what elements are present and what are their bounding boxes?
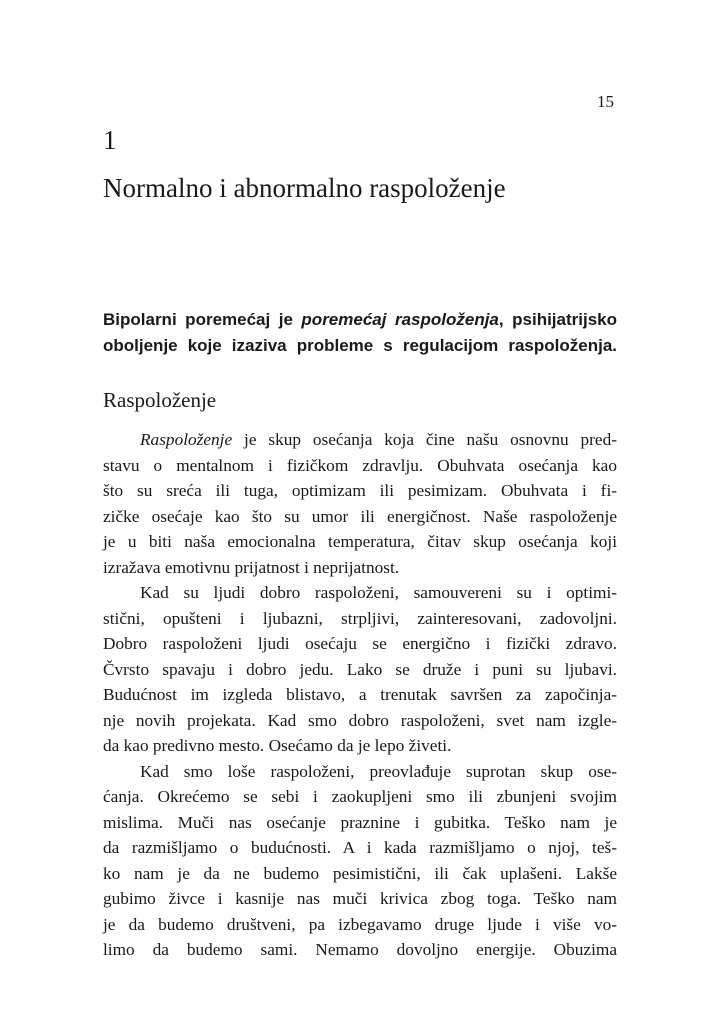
paragraph-3-line: limo da budemo sami. Nemamo dovoljno energije. Obuzima (103, 940, 617, 959)
paragraph-1-line: što su sreća ili tuga, optimizam ili pesimizam. Obuhvata i fi- (103, 481, 617, 500)
body-text (103, 427, 617, 963)
lead-paragraph (103, 307, 617, 359)
paragraph-1-line (103, 427, 617, 453)
paragraph-1-text: je skup osećanja koja čine našu osnovnu pred- (232, 430, 617, 449)
paragraph-2-line: Budućnost im izgleda blistavo, a trenutak savršen za započinja- (103, 685, 617, 704)
paragraph-2-line: stični, opušteni i ljubazni, strpljivi, zainteresovani, zadovoljni. (103, 608, 617, 628)
lead-text: Bipolarni poremećaj je (103, 310, 302, 329)
lead-text-continued: , psihijatrijsko (498, 310, 618, 329)
paragraph-3-line: ćanja. Okrećemo se sebi i zaokupljeni smo ili zbunjeni svojim (103, 787, 617, 806)
lead-emphasis: poremećaj raspoloženja (301, 310, 499, 329)
paragraph-1-line: je u biti naša emocionalna temperatura, čitav skup osećanja koji (103, 532, 617, 551)
chapter-number: 1 (103, 125, 117, 155)
paragraph-2-line: Čvrsto spavaju i dobro jedu. Lako se druže i puni su ljubavi. (103, 659, 617, 679)
paragraph-1-line: stavu o mentalnom i fizičkom zdravlju. Obuhvata osećanja kao (103, 455, 617, 475)
paragraph-2-line: Dobro raspoloženi ljudi osećaju se energično i fizički zdravo. (103, 634, 617, 653)
paragraph-2-line: da kao predivno mesto. Osećamo da je lepo živeti. (103, 736, 452, 755)
paragraph-1-line: izražava emotivnu prijatnost i neprijatnost. (103, 557, 400, 577)
chapter-title: Normalno i abnormalno raspoloženje (103, 173, 506, 203)
paragraph-3-line: je da budemo društveni, pa izbegavamo druge ljude i više vo- (103, 914, 617, 934)
paragraph-3-line: mislima. Muči nas osećanje praznine i gubitka. Teško nam je (103, 812, 617, 832)
paragraph-3-line: gubimo živce i kasnije nas muči krivica zbog toga. Teško nam (103, 889, 617, 908)
paragraph-2-line: Kad su ljudi dobro raspoloženi, samouvereni su i optimi- (140, 583, 617, 602)
page-number: 15 (597, 92, 614, 111)
lead-line-1 (103, 307, 617, 333)
paragraph-3-line: ko nam je da ne budemo pesimistični, ili čak uplašeni. Lakše (103, 863, 617, 883)
section-title: Raspoloženje (103, 388, 217, 412)
paragraph-1-line: zičke osećaje kao što su umor ili energičnost. Naše raspoloženje (103, 506, 617, 526)
term-emphasis: Raspoloženje (140, 430, 233, 449)
paragraph-2-line: nje novih projekata. Kad smo dobro raspoloženi, svet nam izgle- (103, 710, 617, 730)
paragraph-3-line: Kad smo loše raspoloženi, preovlađuje suprotan skup ose- (140, 761, 617, 781)
lead-line-2: oboljenje koje izaziva probleme s regulacijom raspoloženja. (103, 336, 617, 355)
paragraph-3-line: da razmišljamo o budućnosti. A i kada razmišljamo o njoj, teš- (103, 838, 617, 857)
